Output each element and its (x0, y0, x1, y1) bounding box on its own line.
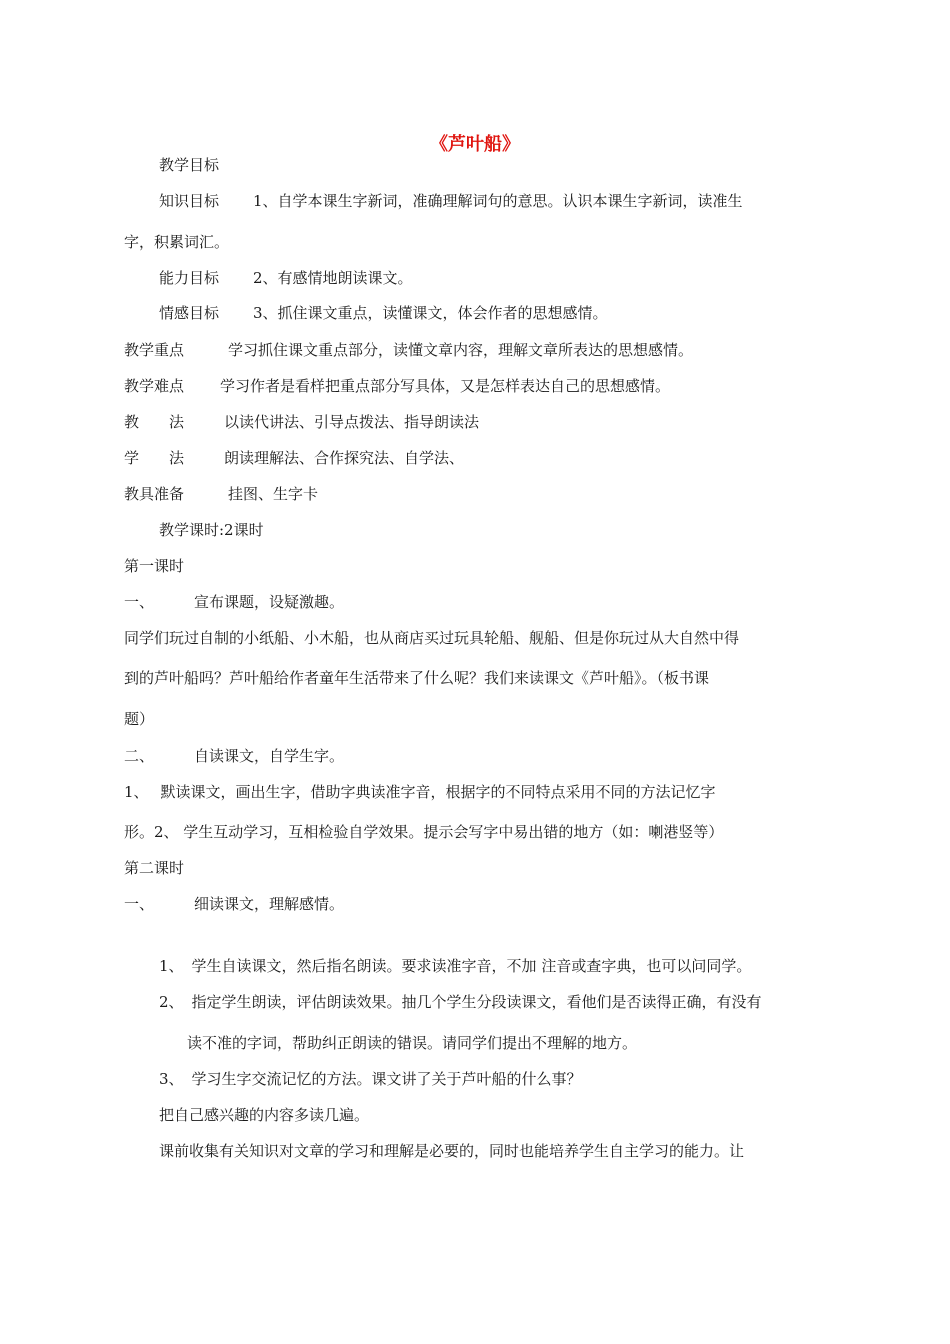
knowledge-label: 知识目标 (159, 192, 220, 210)
lesson2-item3-num: 3、 (159, 1070, 184, 1088)
difficulty-label: 教学难点 (124, 377, 185, 395)
learn-method (124, 448, 464, 468)
lesson2-item2-num: 2、 (159, 993, 184, 1011)
lesson1-step2-num: 二、 (124, 747, 155, 765)
ability-text: 2、有感情地朗读课文。 (253, 269, 413, 287)
lesson2-step1-text: 细读课文，理解感情。 (194, 895, 345, 913)
lesson2-item2 (159, 992, 762, 1012)
document-title: 《芦叶船》 (430, 134, 520, 155)
tools (124, 484, 318, 504)
knowledge-text-cont: 字，积累词汇。 (124, 233, 230, 251)
lesson2-item1-text: 学生自读课文，然后指名朗读。要求读准字音，不加 注音或查字典，也可以问同学。 (191, 957, 752, 975)
ability-label: 能力目标 (159, 269, 220, 287)
lesson2-heading: 第二课时 (124, 859, 185, 877)
lesson1-step1 (124, 592, 344, 612)
lesson1-step1-num: 一、 (124, 593, 155, 611)
key-point-label: 教学重点 (124, 341, 185, 359)
lesson2-step1-num: 一、 (124, 895, 155, 913)
lesson1-item1-text: 默读课文，画出生字，借助字典读准字音，根据字的不同特点采用不同的方法记忆字 (160, 783, 716, 801)
lesson1-item1 (124, 782, 716, 802)
learn-method-label-b: 法 (169, 449, 185, 467)
knowledge-objective (159, 191, 743, 211)
difficulty-text: 学习作者是看样把重点部分写具体，又是怎样表达自己的思想感情。 (220, 377, 671, 395)
key-point (124, 340, 693, 360)
emotion-label: 情感目标 (159, 304, 220, 322)
teach-method-label-b: 法 (169, 413, 185, 431)
emotion-objective (159, 303, 608, 323)
tools-label: 教具准备 (124, 485, 185, 503)
lesson2-item2-cont: 读不准的字词，帮助纠正朗读的错误。请同学们提出不理解的地方。 (187, 1034, 638, 1052)
lesson2-line-b: 课前收集有关知识对文章的学习和理解是必要的，同时也能培养学生自主学习的能力。让 (159, 1142, 745, 1160)
teach-method (124, 412, 479, 432)
lesson2-item3 (159, 1069, 582, 1089)
lesson1-step1-text: 宣布课题，设疑激趣。 (194, 593, 345, 611)
lesson1-para2: 到的芦叶船吗？芦叶船给作者童年生活带来了什么呢？我们来读课文《芦叶船》。（板书课 (124, 669, 710, 687)
difficulty (124, 376, 670, 396)
lesson1-para3: 题） (124, 710, 155, 728)
lesson1-step2 (124, 746, 344, 766)
teach-method-text: 以读代讲法、引导点拨法、指导朗读法 (224, 413, 480, 431)
learn-method-label-a: 学 (124, 449, 140, 467)
lesson1-para1: 同学们玩过自制的小纸船、小木船，也从商店买过玩具轮船、舰船、但是你玩过从大自然中得 (124, 629, 740, 647)
ability-objective (159, 268, 413, 288)
teaching-hours: 教学课时:2课时 (159, 521, 264, 539)
lesson2-item3-text: 学习生字交流记忆的方法。课文讲了关于芦叶船的什么事？ (191, 1070, 582, 1088)
lesson1-heading: 第一课时 (124, 557, 185, 575)
key-point-text: 学习抓住课文重点部分，读懂文章内容，理解文章所表达的思想感情。 (228, 341, 694, 359)
knowledge-text: 1、自学本课生字新词，准确理解词句的意思。认识本课生字新词，读准生 (253, 192, 743, 210)
lesson1-item1-num: 1、 (124, 783, 149, 801)
lesson2-item2-text: 指定学生朗读，评估朗读效果。抽几个学生分段读课文，看他们是否读得正确，有没有 (191, 993, 762, 1011)
tools-text: 挂图、生字卡 (228, 485, 319, 503)
lesson2-item1-num: 1、 (159, 957, 184, 975)
lesson1-item1-cont: 形。2、 学生互动学习，互相检验自学效果。提示会写字中易出错的地方（如：喇港竖等） (124, 823, 724, 841)
objectives-heading: 教学目标 (159, 156, 220, 174)
lesson1-step2-text: 自读课文，自学生字。 (194, 747, 345, 765)
emotion-text: 3、抓住课文重点，读懂课文，体会作者的思想感情。 (253, 304, 608, 322)
lesson2-item1 (159, 956, 751, 976)
teach-method-label-a: 教 (124, 413, 140, 431)
learn-method-text: 朗读理解法、合作探究法、自学法、 (224, 449, 465, 467)
lesson2-line-a: 把自己感兴趣的内容多读几遍。 (159, 1106, 370, 1124)
lesson2-step1 (124, 894, 344, 914)
